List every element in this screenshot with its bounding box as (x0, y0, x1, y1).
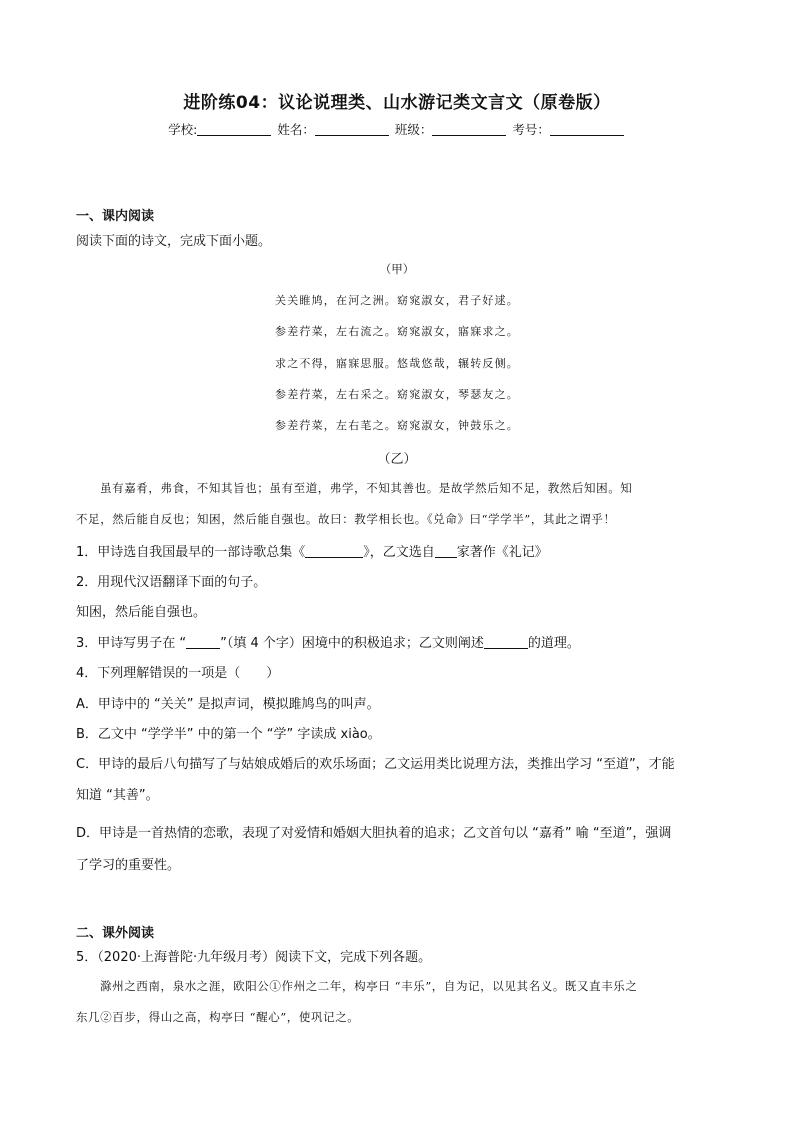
option-c-continued: 知道 “其善”。 (76, 788, 159, 803)
class-label: 班级： (394, 122, 433, 137)
poem-line: 参差荇菜，左右流之。窈窕淑女，寤寐求之。 (275, 325, 519, 338)
school-label: 学校: (168, 122, 198, 137)
question-2: 2．用现代汉语翻译下面的句子。 (76, 575, 267, 590)
poem-line: 参差荇菜，左右芼之。窈窕淑女，钟鼓乐之。 (275, 419, 519, 432)
question-3: 3．甲诗写男子在 “ ”（填 4 个字）困境中的积极追求；乙文则阐述 的道理。 (76, 636, 580, 651)
option-d[interactable]: D．甲诗是一首热情的恋歌，表现了对爱情和婚姻大胆执着的追求；乙文首句以 “嘉肴” 喻 “至道”，强调 (76, 826, 672, 841)
option-a[interactable]: A．甲诗中的 “关关” 是拟声词，模拟雎鸠鸟的叫声。 (76, 697, 380, 712)
option-d-continued: 了学习的重要性。 (76, 858, 181, 873)
exam-number-blank[interactable] (550, 123, 624, 136)
prose-label-yi: （乙） (377, 452, 417, 467)
name-label: 姓名： (277, 122, 315, 137)
student-info-line (0, 120, 794, 138)
answer-blank-1a[interactable] (305, 545, 363, 558)
section1-instruction: 阅读下面的诗文，完成下面小题。 (76, 234, 272, 249)
question-2-sentence: 知困，然后能自强也。 (76, 605, 207, 620)
prose-line: 滁州之西南，泉水之涯，欧阳公①作州之二年，构亭曰 “丰乐”，自为记，以见其名义。既又直丰乐之 (100, 979, 638, 993)
exam-number-label: 考号： (512, 122, 550, 137)
question-4: 4．下列理解错误的一项是（ ） (76, 666, 280, 681)
question-5: 5．（2020·上海普陀·九年级月考）阅读下文，完成下列各题。 (76, 950, 432, 965)
option-c[interactable]: C．甲诗的最后八句描写了与姑娘成婚后的欢乐场面；乙文运用类比说理方法，类推出学习 “至道”，才能 (76, 757, 675, 772)
class-blank[interactable] (432, 123, 506, 136)
prose-line: 不足，然后能自反也；知困，然后能自强也。故曰：教学相长也。《兑命》曰“学学半”，其此之谓乎！ (76, 512, 616, 526)
prose-line: 虽有嘉肴，弗食，不知其旨也；虽有至道，弗学，不知其善也。是故学然后知不足，教然后知困。知 (100, 481, 633, 495)
poem-label-jia: （甲） (379, 262, 415, 276)
poem-line: 参差荇菜，左右采之。窈窕淑女，琴瑟友之。 (275, 388, 519, 401)
answer-blank-3b[interactable] (484, 636, 528, 649)
prose-line: 东几②百步，得山之高，构亭曰 “醒心”，使巩记之。 (76, 1010, 360, 1024)
poem-line: 求之不得，寤寐思服。悠哉悠哉，辗转反侧。 (275, 357, 519, 370)
option-b[interactable]: B．乙文中 “学学半” 中的第一个 “学” 字读成 xiào。 (76, 727, 381, 742)
section-heading-in-class: 一、课内阅读 (76, 209, 155, 224)
page-title: 进阶练04：议论说理类、山水游记类文言文（原卷版） (183, 93, 611, 113)
section-heading-extracurricular: 二、课外阅读 (76, 926, 155, 941)
school-blank[interactable] (197, 123, 271, 136)
answer-blank-1b[interactable] (435, 545, 457, 558)
name-blank[interactable] (315, 123, 389, 136)
answer-blank-3a[interactable] (186, 636, 220, 649)
question-1: 1．甲诗选自我国最早的一部诗歌总集《 》，乙文选自 家著作《礼记》 (76, 545, 548, 560)
poem-line: 关关睢鸠，在河之洲。窈窕淑女，君子好逑。 (275, 294, 519, 307)
